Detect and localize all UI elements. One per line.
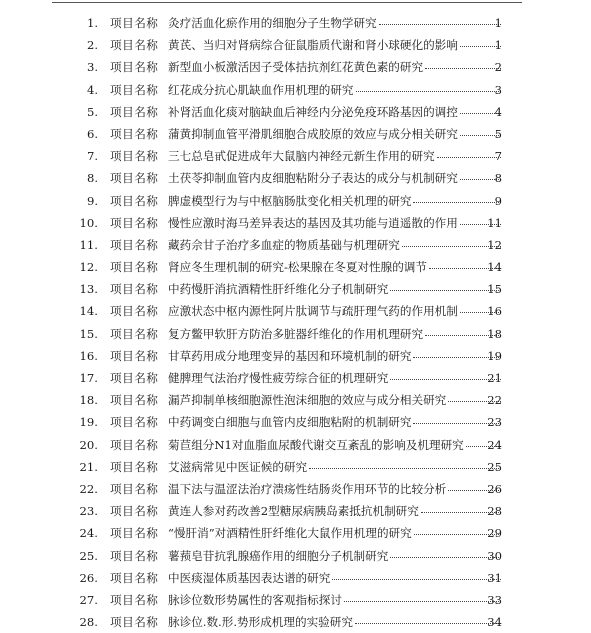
entry-title: 菊苣组分N1对血脂血尿酸代谢交互紊乱的影响及机理研究 bbox=[168, 437, 464, 452]
entry-page-number: 21 bbox=[487, 371, 502, 385]
entry-title-line bbox=[168, 300, 503, 322]
entry-label: 项目名称 bbox=[110, 371, 159, 385]
entry-title: 应激状态中枢内源性阿片肽调节与疏肝理气药的作用机制 bbox=[168, 304, 458, 319]
entry-page-number: 34 bbox=[487, 615, 502, 630]
entry-page-number: 33 bbox=[487, 592, 502, 607]
entry-label: 项目名称 bbox=[110, 304, 159, 319]
entry-page-number: 2 bbox=[494, 60, 502, 75]
toc-entry[interactable] bbox=[0, 434, 591, 456]
toc-entry[interactable] bbox=[0, 611, 591, 633]
toc-entry[interactable] bbox=[0, 34, 591, 56]
entry-title: 藏药佘甘子治疗多血症的物质基础与机理研究 bbox=[168, 237, 400, 252]
entry-title-line bbox=[168, 234, 503, 256]
entry-number: 15. bbox=[79, 326, 98, 341]
entry-title: 慢性应激时海马差异表达的基因及其功能与逍遥散的作用 bbox=[168, 215, 458, 230]
entry-number: 28. bbox=[79, 615, 98, 630]
toc-entry[interactable] bbox=[0, 589, 591, 611]
toc-entry[interactable] bbox=[0, 79, 591, 101]
entry-title: 肾应冬生理机制的研究-松果腺在冬夏对性腺的调节 bbox=[168, 260, 427, 275]
entry-title: 中医痰湿体质基因表达谱的研究 bbox=[168, 570, 331, 585]
entry-title-line bbox=[168, 123, 503, 145]
entry-title-line bbox=[168, 367, 503, 389]
entry-title-line bbox=[168, 345, 503, 367]
entry-title: 红花成分抗心肌缺血作用机理的研究 bbox=[168, 82, 354, 97]
entry-title: 艾滋病常见中医证候的研究 bbox=[168, 459, 308, 474]
entry-title: 灸疗活血化瘀作用的细胞分子生物学研究 bbox=[168, 16, 377, 30]
toc-entry[interactable] bbox=[0, 256, 591, 278]
entry-page-number: 18 bbox=[487, 326, 502, 341]
toc-entry[interactable] bbox=[0, 212, 591, 234]
entry-number: 8. bbox=[86, 171, 98, 186]
entry-label: 项目名称 bbox=[110, 415, 159, 430]
toc-entry[interactable] bbox=[0, 56, 591, 78]
entry-title-line bbox=[168, 500, 503, 522]
toc-entry[interactable] bbox=[0, 478, 591, 500]
entry-number: 18. bbox=[79, 393, 98, 408]
entry-title-line bbox=[168, 567, 503, 589]
entry-page-number: 1 bbox=[494, 16, 502, 30]
entry-page-number: 30 bbox=[487, 548, 502, 563]
entry-label: 项目名称 bbox=[110, 437, 159, 452]
entry-title: 脉诊位数形势属性的客观指标探讨 bbox=[168, 592, 342, 607]
entry-title: 中药调变白细胞与血管内皮细胞粘附的机制研究 bbox=[168, 415, 412, 430]
entry-label: 项目名称 bbox=[110, 548, 159, 563]
toc-entry[interactable] bbox=[0, 145, 591, 167]
entry-title: 脾虚模型行为与中枢脑肠肽变化相关机理的研究 bbox=[168, 193, 412, 208]
entry-title: 脉诊位.数.形.势形成机理的实验研究 bbox=[168, 615, 353, 630]
entry-page-number: 16 bbox=[487, 304, 502, 319]
entry-number: 20. bbox=[79, 437, 98, 452]
entry-title: 新型血小板激活因子受体拮抗剂红花黄色素的研究 bbox=[168, 60, 424, 75]
toc-entry[interactable] bbox=[0, 190, 591, 212]
entry-label: 项目名称 bbox=[110, 16, 159, 30]
entry-label: 项目名称 bbox=[110, 615, 159, 630]
entry-number: 12. bbox=[79, 260, 98, 275]
entry-title-line bbox=[168, 278, 503, 300]
entry-title: 甘草药用成分地理变异的基因和环境机制的研究 bbox=[168, 348, 412, 363]
toc-entry[interactable] bbox=[0, 411, 591, 433]
toc-entry[interactable] bbox=[0, 123, 591, 145]
toc-entry[interactable] bbox=[0, 500, 591, 522]
entry-page-number: 3 bbox=[494, 82, 502, 97]
entry-number: 21. bbox=[79, 459, 98, 474]
entry-title: “慢肝消”对酒精性肝纤维化大鼠作用机理的研究 bbox=[168, 526, 412, 541]
entry-title-line bbox=[168, 589, 503, 611]
entry-title: 复方鳖甲软肝方防治多脏器纤维化的作用机理研究 bbox=[168, 326, 424, 341]
entry-title: 漏芦抑制单核细胞源性泡沫细胞的效应与成分相关研究 bbox=[168, 393, 447, 408]
toc-entry[interactable] bbox=[0, 278, 591, 300]
toc-entry[interactable] bbox=[0, 167, 591, 189]
entry-label: 项目名称 bbox=[110, 504, 159, 519]
entry-title-line bbox=[168, 190, 503, 212]
entry-title: 蒲黄抑制血管平滑肌细胞合成胶原的效应与成分相关研究 bbox=[168, 126, 458, 141]
toc-entry[interactable] bbox=[0, 545, 591, 567]
entry-page-number: 25 bbox=[487, 459, 502, 474]
entry-page-number: 15 bbox=[487, 282, 502, 297]
entry-title: 黄芪、当归对肾病综合征鼠脂质代谢和肾小球硬化的影响 bbox=[168, 38, 458, 53]
entry-title-line bbox=[168, 212, 503, 234]
entry-number: 17. bbox=[79, 371, 98, 385]
dot-leader bbox=[309, 456, 501, 469]
entry-title: 土茯苓抑制血管内皮细胞粘附分子表达的成分与机制研究 bbox=[168, 171, 458, 186]
entry-title-line bbox=[168, 611, 503, 633]
entry-title-line bbox=[168, 456, 503, 478]
toc-entry[interactable] bbox=[0, 234, 591, 256]
entry-label: 项目名称 bbox=[110, 215, 159, 230]
entry-page-number: 4 bbox=[494, 104, 502, 119]
entry-title: 健脾理气法治疗慢性疲劳综合征的机理研究 bbox=[168, 371, 389, 385]
entry-number: 10. bbox=[79, 215, 98, 230]
toc-entry[interactable] bbox=[0, 522, 591, 544]
entry-title-line bbox=[168, 478, 503, 500]
entry-label: 项目名称 bbox=[110, 570, 159, 585]
entry-title-line bbox=[168, 12, 503, 34]
entry-number: 7. bbox=[86, 149, 98, 164]
toc-entry[interactable] bbox=[0, 101, 591, 123]
entry-title-line bbox=[168, 79, 503, 101]
entry-title-line bbox=[168, 256, 503, 278]
entry-label: 项目名称 bbox=[110, 393, 159, 408]
entry-page-number: 22 bbox=[487, 393, 502, 408]
entry-label: 项目名称 bbox=[110, 149, 159, 164]
toc-entry[interactable] bbox=[0, 456, 591, 478]
entry-title-line bbox=[168, 411, 503, 433]
entry-page-number: 9 bbox=[494, 193, 502, 208]
entry-title-line bbox=[168, 389, 503, 411]
entry-number: 23. bbox=[79, 504, 98, 519]
entry-label: 项目名称 bbox=[110, 171, 159, 186]
entry-title-line bbox=[168, 434, 503, 456]
entry-number: 1. bbox=[86, 16, 98, 30]
toc-entry[interactable] bbox=[0, 323, 591, 345]
entry-page-number: 28 bbox=[487, 504, 502, 519]
entry-label: 项目名称 bbox=[110, 82, 159, 97]
entry-page-number: 8 bbox=[494, 171, 502, 186]
entry-page-number: 23 bbox=[487, 415, 502, 430]
entry-title-line bbox=[168, 522, 503, 544]
entry-page-number: 7 bbox=[494, 149, 502, 164]
entry-title-line bbox=[168, 34, 503, 56]
entry-number: 11. bbox=[79, 237, 98, 252]
entry-label: 项目名称 bbox=[110, 38, 159, 53]
entry-title: 黄连人参对药改善2型糖尿病胰岛素抵抗机制研究 bbox=[168, 504, 419, 519]
entry-label: 项目名称 bbox=[110, 126, 159, 141]
entry-label: 项目名称 bbox=[110, 459, 159, 474]
toc-entry[interactable] bbox=[0, 567, 591, 589]
entry-label: 项目名称 bbox=[110, 260, 159, 275]
entry-title-line bbox=[168, 167, 503, 189]
entry-number: 4. bbox=[86, 82, 98, 97]
entry-label: 项目名称 bbox=[110, 193, 159, 208]
entry-page-number: 29 bbox=[487, 526, 502, 541]
entry-title-line bbox=[168, 145, 503, 167]
entry-number: 2. bbox=[86, 38, 98, 53]
entry-number: 24. bbox=[79, 526, 98, 541]
entry-title: 温下法与温涩法治疗溃疡性结肠炎作用环节的比较分析 bbox=[168, 481, 447, 496]
entry-title-line bbox=[168, 545, 503, 567]
entry-title: 中药慢肝消抗酒精性肝纤维化分子机制研究 bbox=[168, 282, 389, 297]
entry-page-number: 12 bbox=[487, 237, 502, 252]
entry-number: 14. bbox=[79, 304, 98, 319]
toc-entry[interactable] bbox=[0, 367, 591, 389]
entry-title-line bbox=[168, 101, 503, 123]
entry-label: 项目名称 bbox=[110, 592, 159, 607]
entry-number: 26. bbox=[79, 570, 98, 585]
entry-label: 项目名称 bbox=[110, 348, 159, 363]
entry-label: 项目名称 bbox=[110, 60, 159, 75]
entry-page-number: 24 bbox=[487, 437, 502, 452]
entry-label: 项目名称 bbox=[110, 481, 159, 496]
entry-number: 27. bbox=[79, 592, 98, 607]
entry-title-line bbox=[168, 56, 503, 78]
entry-title: 补肾活血化痰对脑缺血后神经内分泌免疫环路基因的调控 bbox=[168, 104, 458, 119]
entry-number: 22. bbox=[79, 481, 98, 496]
toc-entry[interactable] bbox=[0, 12, 591, 34]
entry-number: 25. bbox=[79, 548, 98, 563]
entry-number: 19. bbox=[79, 415, 98, 430]
entry-label: 项目名称 bbox=[110, 104, 159, 119]
dot-leader bbox=[344, 589, 501, 602]
entry-label: 项目名称 bbox=[110, 237, 159, 252]
entry-number: 6. bbox=[86, 126, 98, 141]
entry-number: 13. bbox=[79, 282, 98, 297]
entry-page-number: 14 bbox=[487, 260, 502, 275]
entry-title: 三七总皂甙促进成年大鼠脑内神经元新生作用的研究 bbox=[168, 149, 435, 164]
entry-page-number: 5 bbox=[494, 126, 502, 141]
entry-page-number: 1 bbox=[494, 38, 502, 53]
header-rule bbox=[52, 2, 522, 3]
entry-label: 项目名称 bbox=[110, 282, 159, 297]
toc-entry[interactable] bbox=[0, 300, 591, 322]
entry-title-line bbox=[168, 323, 503, 345]
entry-label: 项目名称 bbox=[110, 526, 159, 541]
entry-page-number: 11 bbox=[487, 215, 502, 230]
entry-page-number: 26 bbox=[487, 481, 502, 496]
toc-entry[interactable] bbox=[0, 389, 591, 411]
toc-entry[interactable] bbox=[0, 345, 591, 367]
entry-page-number: 19 bbox=[487, 348, 502, 363]
table-of-contents bbox=[0, 12, 591, 633]
entry-page-number: 31 bbox=[487, 570, 502, 585]
entry-number: 5. bbox=[86, 104, 98, 119]
entry-title: 薯蓣皂苷抗乳腺癌作用的细胞分子机制研究 bbox=[168, 548, 389, 563]
entry-number: 16. bbox=[79, 348, 98, 363]
entry-number: 9. bbox=[86, 193, 98, 208]
entry-number: 3. bbox=[86, 60, 98, 75]
dot-leader bbox=[332, 567, 501, 580]
entry-label: 项目名称 bbox=[110, 326, 159, 341]
